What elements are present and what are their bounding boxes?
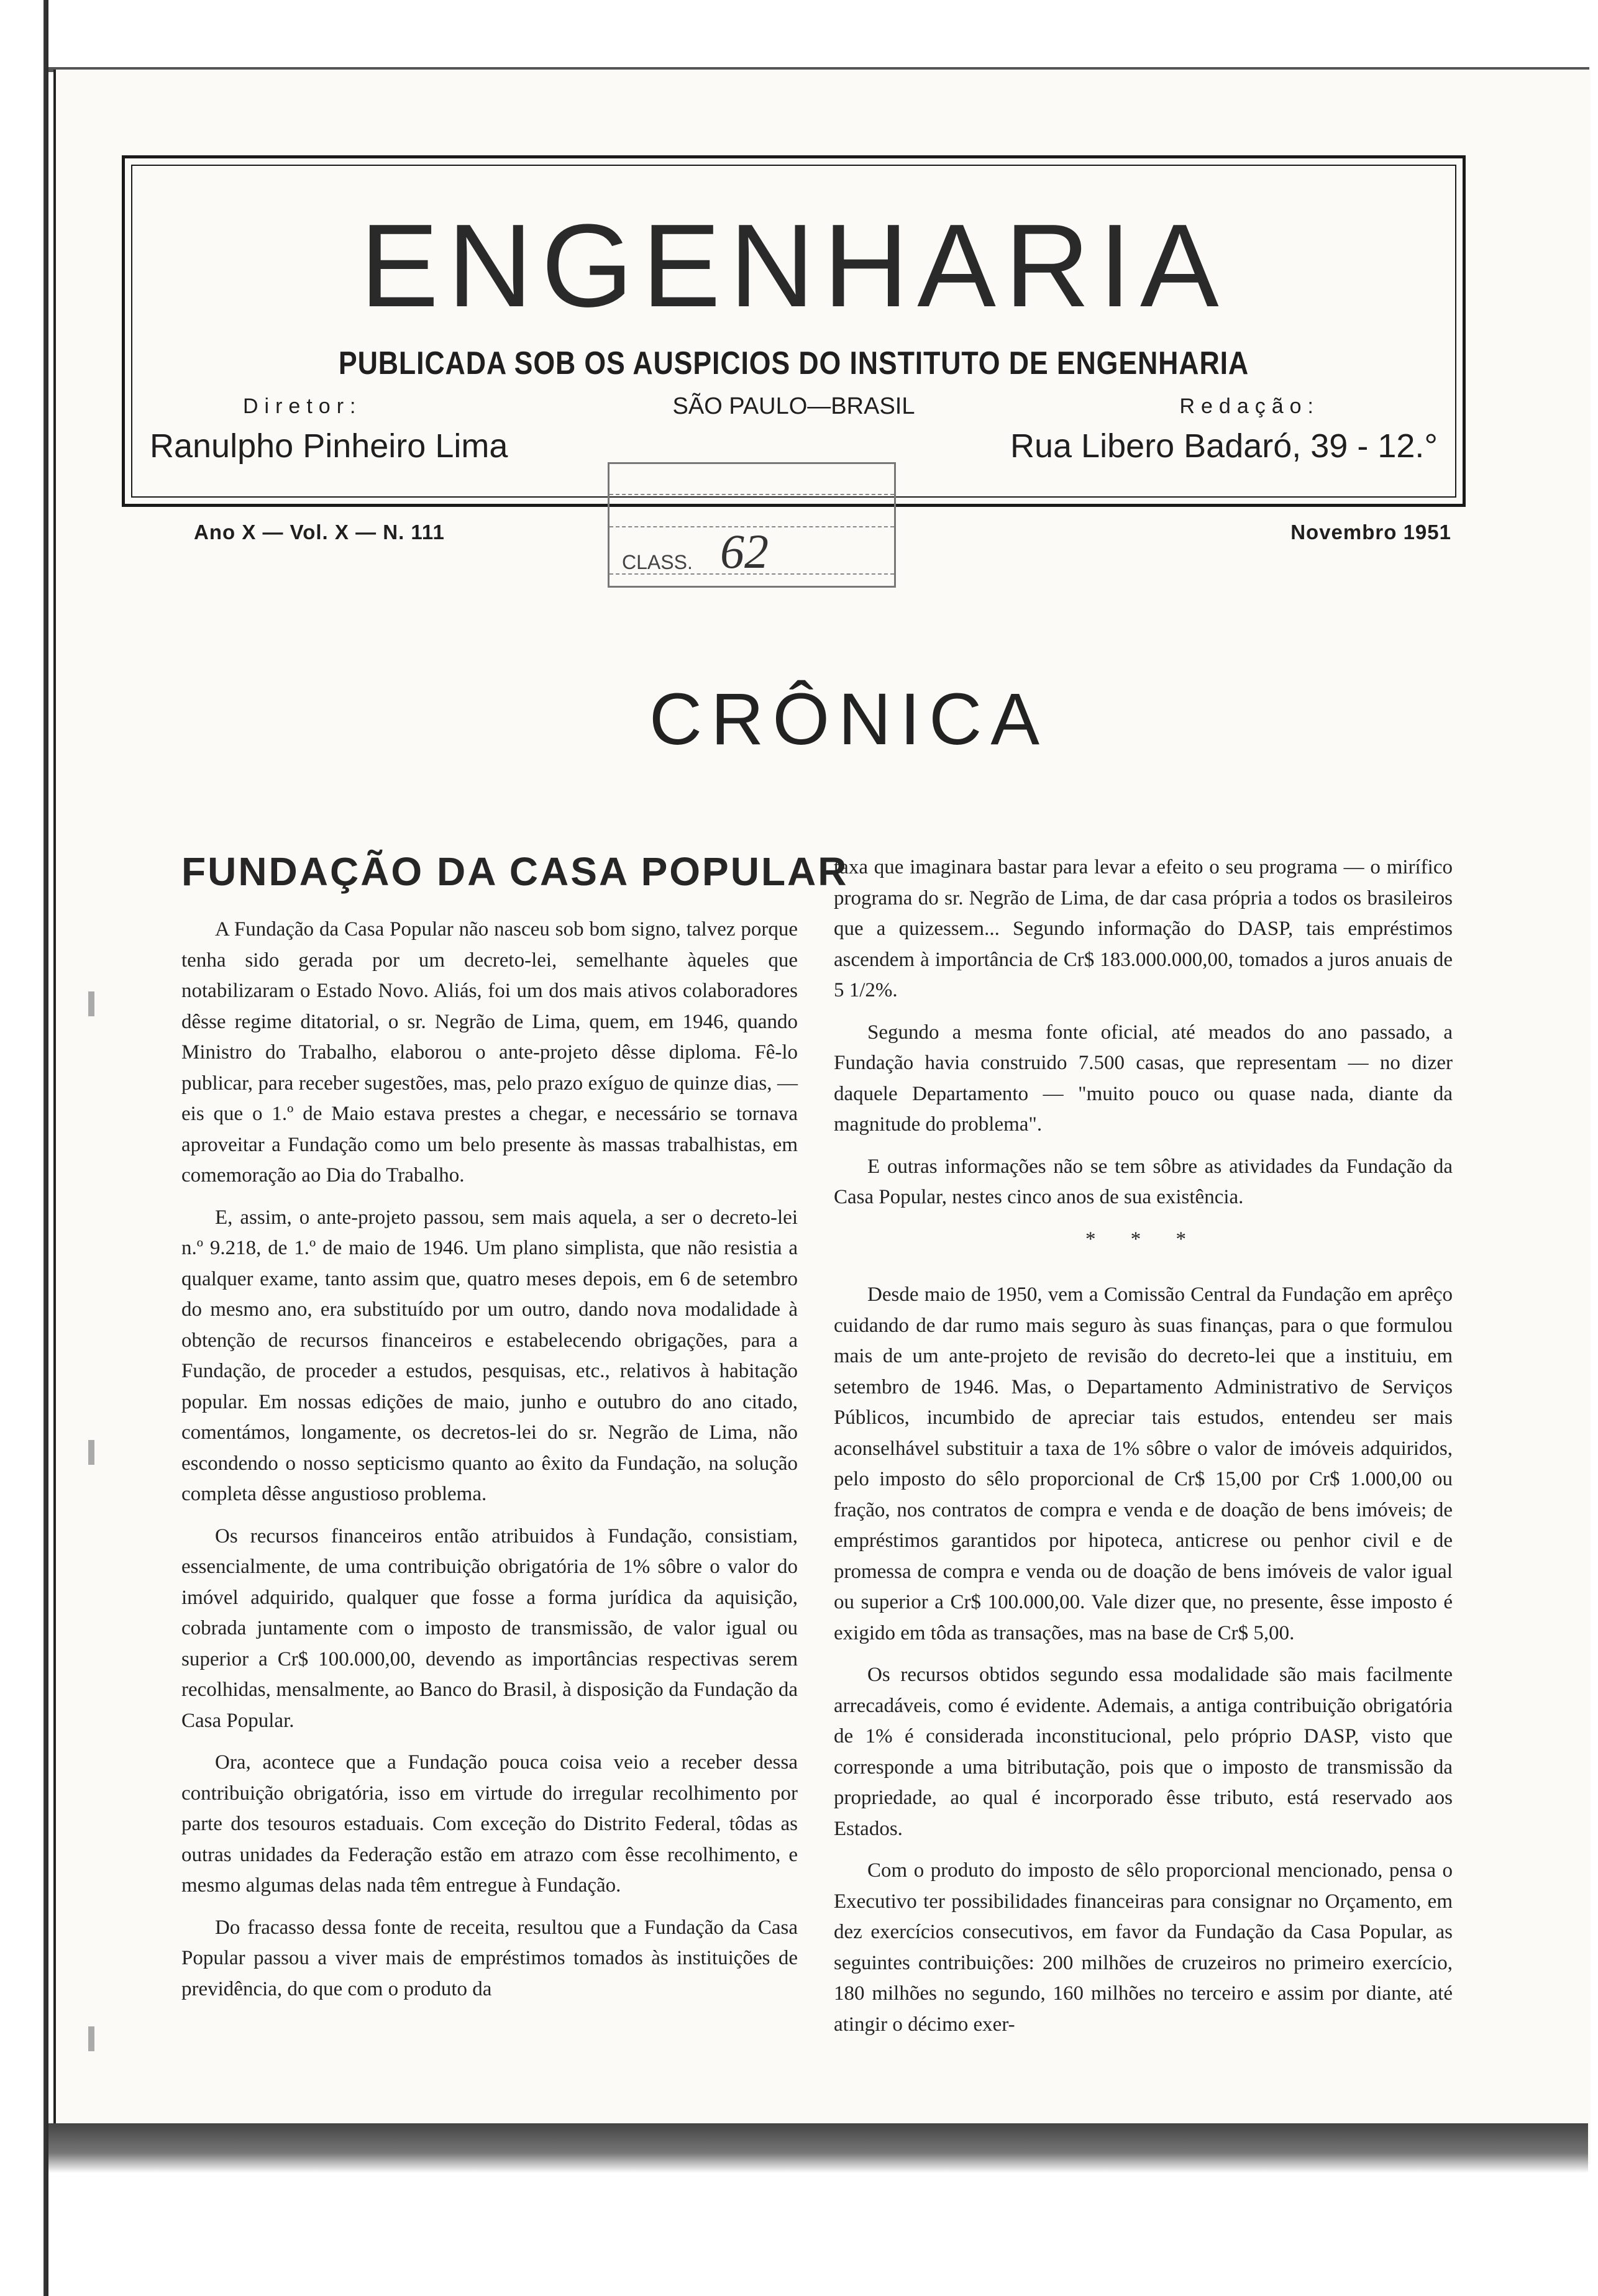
paragraph: Do fracasso dessa fonte de receita, resultou que a Fundação da Casa Popular passou a viver mais de empréstimos tomados às instituições de previdência, do que com o produto da (181, 1916, 798, 2000)
journal-location: SÃO PAULO—BRASIL (672, 393, 915, 419)
issue-date: Novembro 1951 (1290, 521, 1451, 544)
issue-volume: Ano X — Vol. X — N. 111 (194, 521, 445, 544)
director-name: Ranulpho Pinheiro Lima (150, 427, 508, 465)
binding-mark (88, 991, 94, 1016)
editorial-label: Redação: (1179, 394, 1320, 418)
director-label: Diretor: (243, 394, 362, 418)
masthead (122, 155, 1466, 507)
stamp-line (610, 494, 894, 495)
journal-subtitle: PUBLICADA SOB OS AUSPICIOS DO INSTITUTO DE ENGENHARIA (338, 345, 1249, 381)
article-column-right (834, 852, 1453, 2051)
paragraph: Com o produto do imposto de sêlo proporcional mencionado, pensa o Executivo ter possibilidades financeiras para consignar no Orçamento, em dez exercícios consecutivos, em favor da Fundação da Casa Popular, as seguintes contribuições: 200 milhões de cruzeiros no primeiro exercício, 180 milhões no segundo, 160 milhões no terceiro e assim por diante, até atingir o décimo exer- (834, 1859, 1453, 2036)
library-stamp (608, 462, 896, 588)
editorial-address: Rua Libero Badaró, 39 - 12.° (1010, 427, 1438, 465)
section-separator: * * * (1085, 1228, 1201, 1250)
article-column-left (181, 914, 798, 2016)
scan-bottom-shadow (48, 2123, 1588, 2173)
binding-mark (88, 1440, 94, 1465)
stamp-class-number: 62 (720, 524, 769, 578)
paragraph: E outras informações não se tem sôbre as atividades da Fundação da Casa Popular, nestes cinco anos de sua existência. (834, 1155, 1453, 1208)
paragraph: Segundo a mesma fonte oficial, até meados do ano passado, a Fundação havia construido 7.500 casas, que representam — no dizer daquele Departamento — "muito pouco ou quase nada, diante da magnitude do problema". (834, 1021, 1453, 1136)
paragraph: A Fundação da Casa Popular não nasceu sob bom signo, talvez porque tenha sido gerada por um decreto-lei, semelhante àqueles que notabilizaram o Estado Novo. Aliás, foi um dos mais ativos colaboradores dêsse regime ditatorial, o sr. Negrão de Lima, quem, em 1946, quando Ministro do Trabalho, elaborou o ante-projeto dêsse diploma. Fê-lo publicar, para receber sugestões, mas, pelo prazo exíguo de quinze dias, — eis que o 1.º de Maio estava prestes a chegar, e necessário se tornava aproveitar a Fundação como um belo presente às massas trabalhistas, em comemoração ao Dia do Trabalho. (181, 918, 798, 1187)
paragraph: Os recursos obtidos segundo essa modalidade são mais facilmente arrecadáveis, como é evidente. Ademais, a antiga contribuição obrigatória de 1% é considerada inconstitucional, pelo próprio DASP, visto que corresponde a uma bitributação, pois que o imposto de transmissão da propriedade, ao qual é incorporado êsse tributo, está reservado aos Estados. (834, 1664, 1453, 1840)
stamp-class-label: CLASS. (622, 551, 693, 573)
paragraph: Ora, acontece que a Fundação pouca coisa veio a receber dessa contribuição obrigatória, isso em virtude do irregular recolhimento por parte dos tesouros estaduais. Com exceção do Distrito Federal, tôdas as outras unidades da Federação estão em atrazo com êsse recolhimento, e mesmo algumas delas nada têm entregue à Fundação. (181, 1751, 798, 1897)
section-title: CRÔNICA (649, 678, 1049, 760)
article-title: FUNDAÇÃO DA CASA POPULAR (181, 849, 849, 894)
paragraph: E, assim, o ante-projeto passou, sem mais aquela, a ser o decreto-lei n.º 9.218, de 1.º de maio de 1946. Um plano simplista, que não resistia a qualquer exame, tanto assim que, quatro meses depois, em 6 de setembro do mesmo ano, era substituído por um outro, dando nova modalidade à obtenção de recursos financeiros e estabelecendo obrigações, para a Fundação, de proceder a estudos, pesquisas, etc., relativos à habitação popular. Em nossas edições de maio, junho e outubro do ano citado, comentámos, longamente, os decretos-lei do sr. Negrão de Lima, não escondendo o nosso septicismo quanto ao êxito da Fundação, na solução completa dêsse angustioso problema. (181, 1206, 798, 1505)
paragraph: taxa que imaginara bastar para levar a efeito o seu programa — o mirífico programa do sr. Negrão de Lima, de dar casa própria a todos os brasileiros que a quizessem... Segundo informação do DASP, tais empréstimos ascendem à importância de Cr$ 183.000.000,00, tomados a juros anuais de 5 1/2%. (834, 856, 1453, 1001)
paragraph: Os recursos financeiros então atribuidos à Fundação, consistiam, essencialmente, de uma contribuição obrigatória de 1% sôbre o valor do imóvel adquirido, qualquer que fosse a forma jurídica da aquisição, cobrada juntamente com o imposto de transmissão, de valor igual ou superior a Cr$ 100.000,00, devendo as importâncias respectivas serem recolhidas, mensalmente, ao Banco do Brasil, à disposição da Fundação da Casa Popular. (181, 1524, 798, 1732)
journal-title: ENGENHARIA (360, 200, 1228, 332)
scan-edge (0, 0, 48, 2296)
binding-mark (88, 2026, 94, 2051)
paragraph: Desde maio de 1950, vem a Comissão Central da Fundação em aprêço cuidando de dar rumo mais seguro às suas finanças, para o que formulou mais de um ante-projeto de revisão do decreto-lei que a instituiu, em setembro de 1946. Mas, o Departamento Administrativo de Serviços Públicos, incumbido de apreciar tais estudos, entendeu ser mais aconselhável substituir a taxa de 1% sôbre o valor de imóveis adquiridos, pelo imposto do sêlo proporcional de Cr$ 15,00 por Cr$ 1.000,00 ou fração, nos contratos de compra e venda e de doação de bens imóveis; de empréstimos garantidos por hipoteca, anticrese ou penhor civil e de promessa de compra e venda ou de doação de bens imóveis de valor igual ou superior a Cr$ 100.000,00. Vale dizer que, no presente, êsse imposto é exigido em tôda as transações, mas na base de Cr$ 5,00. (834, 1283, 1453, 1644)
